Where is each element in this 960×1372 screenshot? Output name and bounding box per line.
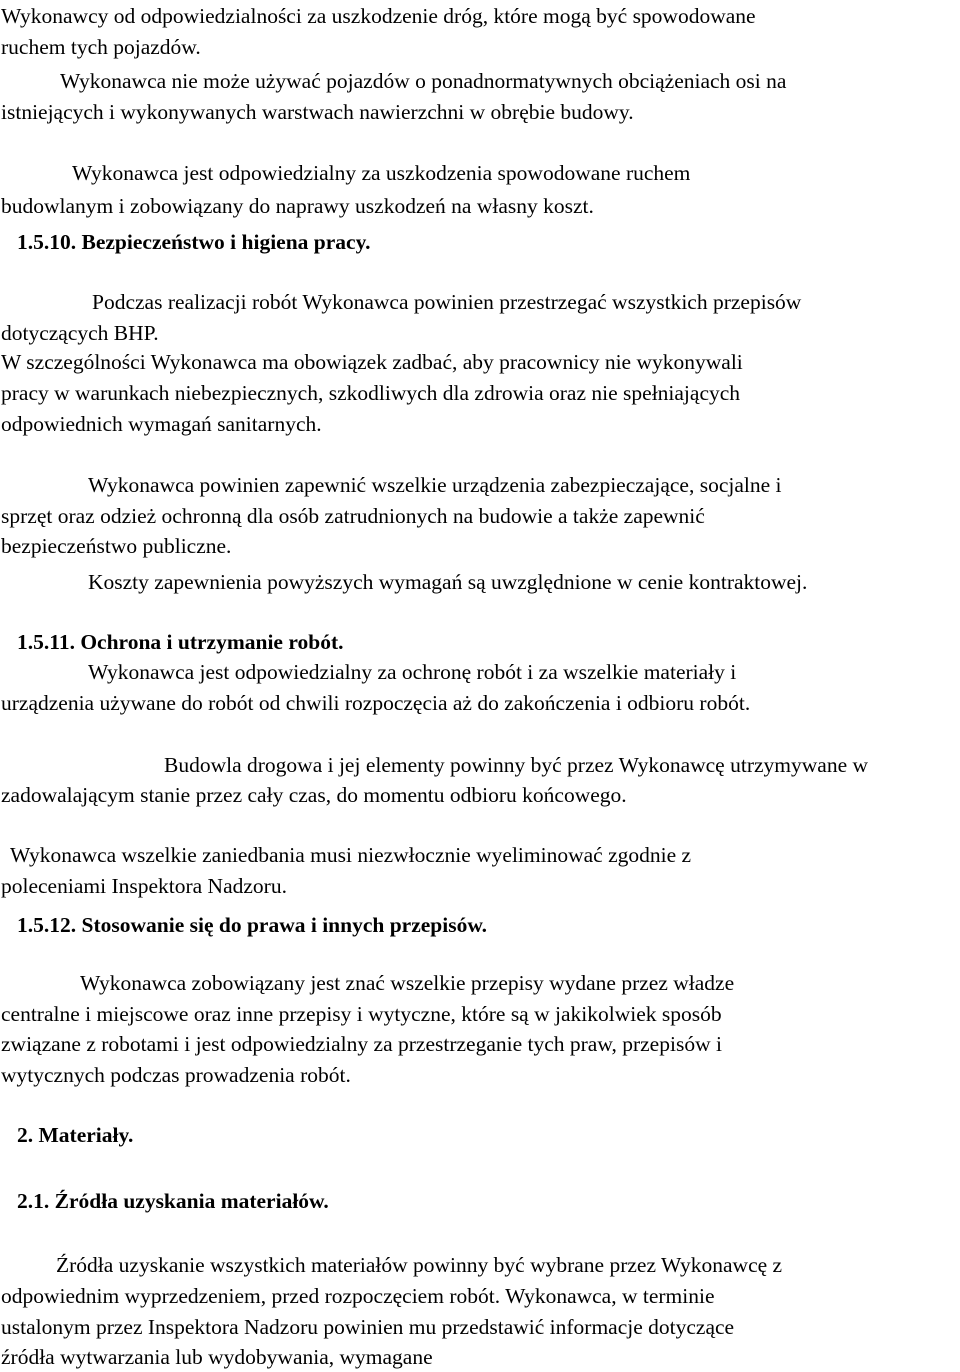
text-line: Wykonawca jest odpowiedzialny za ochronę robót i za wszelkie materiały i [88, 660, 737, 684]
text-line: Koszty zapewnienia powyższych wymagań są uwzględnione w cenie kontraktowej. [88, 570, 808, 594]
text-line: Wykonawca nie może używać pojazdów o ponadnormatywnych obciążeniach osi na [60, 69, 787, 93]
text-line: Wykonawcy od odpowiedzialności za uszkodzenie dróg, które mogą być spowodowane [1, 4, 756, 28]
text-line: ruchem tych pojazdów. [1, 35, 201, 59]
text-line: odpowiednim wyprzedzeniem, przed rozpoczęciem robót. Wykonawca, w terminie [1, 1284, 715, 1308]
text-line: Wykonawca zobowiązany jest znać wszelkie przepisy wydane przez władze [80, 971, 735, 995]
text-line: odpowiednich wymagań sanitarnych. [1, 412, 322, 436]
section-heading: 1.5.10. Bezpieczeństwo i higiena pracy. [17, 230, 371, 254]
text-line: źródła wytwarzania lub wydobywania, wymagane [1, 1345, 433, 1369]
text-line: Wykonawca jest odpowiedzialny za uszkodzenia spowodowane ruchem [72, 161, 691, 185]
text-line: ustalonym przez Inspektora Nadzoru powinien mu przedstawić informacje dotyczące [1, 1315, 735, 1339]
text-line: Podczas realizacji robót Wykonawca powinien przestrzegać wszystkich przepisów [92, 290, 802, 314]
text-line: związane z robotami i jest odpowiedzialny za przestrzeganie tych praw, przepisów i [1, 1032, 722, 1056]
text-line: Wykonawca powinien zapewnić wszelkie urządzenia zabezpieczające, socjalne i [88, 473, 782, 497]
text-line: pracy w warunkach niebezpiecznych, szkodliwych dla zdrowia oraz nie spełniających [1, 381, 741, 405]
text-line: sprzęt oraz odzież ochronną dla osób zatrudnionych na budowie a także zapewnić [1, 504, 705, 528]
text-line: budowlanym i zobowiązany do naprawy uszkodzeń na własny koszt. [1, 194, 594, 218]
text-line: dotyczących BHP. [1, 321, 159, 345]
text-line: Wykonawca wszelkie zaniedbania musi niezwłocznie wyeliminować zgodnie z [10, 843, 692, 867]
text-line: centralne i miejscowe oraz inne przepisy i wytyczne, które są w jakikolwiek sposób [1, 1002, 722, 1026]
text-line: bezpieczeństwo publiczne. [1, 534, 232, 558]
section-heading: 1.5.11. Ochrona i utrzymanie robót. [17, 630, 344, 654]
section-heading: 2. Materiały. [17, 1123, 134, 1147]
text-line: zadowalającym stanie przez cały czas, do momentu odbioru końcowego. [1, 783, 627, 807]
text-line: istniejących i wykonywanych warstwach nawierzchni w obrębie budowy. [1, 100, 634, 124]
text-line: urządzenia używane do robót od chwili rozpoczęcia aż do zakończenia i odbioru robót. [1, 691, 751, 715]
text-line: poleceniami Inspektora Nadzoru. [1, 874, 287, 898]
text-line: Budowla drogowa i jej elementy powinny być przez Wykonawcę utrzymywane w [164, 753, 869, 777]
text-line: W szczególności Wykonawca ma obowiązek zadbać, aby pracownicy nie wykonywali [1, 350, 743, 374]
text-line: Źródła uzyskanie wszystkich materiałów powinny być wybrane przez Wykonawcę z [56, 1253, 783, 1277]
section-heading: 2.1. Źródła uzyskania materiałów. [17, 1189, 329, 1213]
text-line: wytycznych podczas prowadzenia robót. [1, 1063, 351, 1087]
section-heading: 1.5.12. Stosowanie się do prawa i innych przepisów. [17, 913, 488, 937]
